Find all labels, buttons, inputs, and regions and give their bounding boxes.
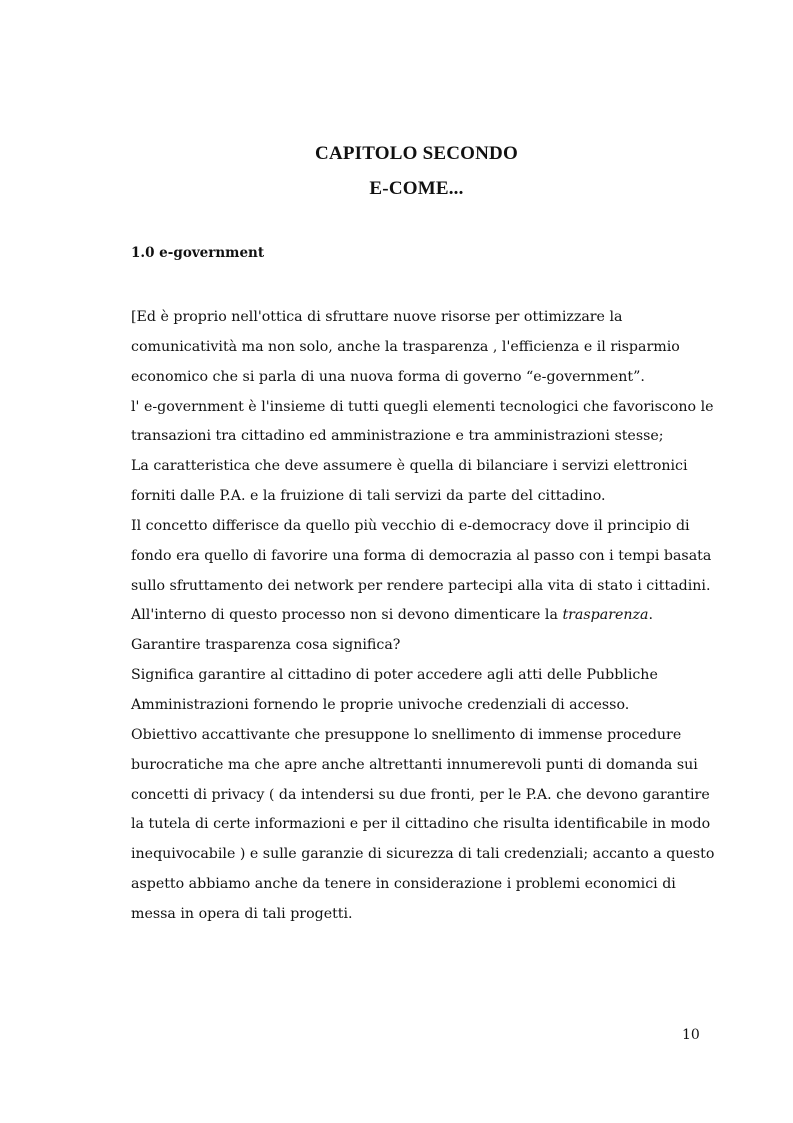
text-line: burocratiche ma che apre anche altrettanti innumerevoli punti di domanda sui (131, 756, 698, 773)
text-line: Significa garantire al cittadino di poter accedere agli atti delle Pubbliche (131, 667, 658, 684)
emphasized-word: trasparenza (562, 607, 649, 624)
text-line: Il concetto differisce da quello più vecchio di e-democracy dove il principio di (131, 517, 690, 534)
text-line: messa in opera di tali progetti. (131, 905, 353, 922)
text-line: concetti di privacy ( da intendersi su due fronti, per le P.A. che devono garantire (131, 786, 710, 803)
chapter-subtitle: E-COME... (369, 178, 464, 199)
emphasis-punctuation: . (648, 607, 653, 624)
text-line: Amministrazioni fornendo le proprie univoche credenziali di accesso. (131, 696, 630, 713)
text-line: Garantire trasparenza cosa significa? (131, 637, 401, 654)
text-line: forniti dalle P.A. e la fruizione di tali servizi da parte del cittadino. (131, 488, 606, 505)
text-line: l' e-government è l'insieme di tutti quegli elementi tecnologici che favoriscono le (131, 398, 714, 415)
page-number: 10 (682, 1027, 700, 1043)
text-line: fondo era quello di favorire una forma di democrazia al passo con i tempi basata (131, 547, 712, 564)
text-line: Obiettivo accattivante che presuppone lo snellimento di immense procedure (131, 726, 682, 743)
text-line-start: All'interno di questo processo non si devono dimenticare la (131, 607, 558, 624)
chapter-heading: CAPITOLO SECONDO (315, 143, 518, 164)
text-line: sullo sfruttamento dei network per rendere partecipi alla vita di stato i cittadini. (131, 577, 711, 594)
text-line-with-emphasis (131, 601, 711, 631)
text-line: comunicatività ma non solo, anche la trasparenza , l'efficienza e il risparmio (131, 338, 680, 355)
text-line: transazioni tra cittadino ed amministrazione e tra amministrazioni stesse; (131, 428, 664, 445)
body-paragraph (131, 303, 715, 930)
text-line: La caratteristica che deve assumere è quella di bilanciare i servizi elettronici (131, 458, 688, 475)
text-line: inequivocabile ) e sulle garanzie di sicurezza di tali credenziali; accanto a questo (131, 846, 715, 863)
text-line: [Ed è proprio nell'ottica di sfruttare nuove risorse per ottimizzare la (131, 309, 623, 325)
text-line: economico che si parla di una nuova forma di governo “e-government”. (131, 368, 645, 385)
text-line: la tutela di certe informazioni e per il cittadino che risulta identificabile in modo (131, 816, 711, 833)
text-line: aspetto abbiamo anche da tenere in considerazione i problemi economici di (131, 876, 676, 893)
section-heading: 1.0 e-government (131, 245, 265, 261)
